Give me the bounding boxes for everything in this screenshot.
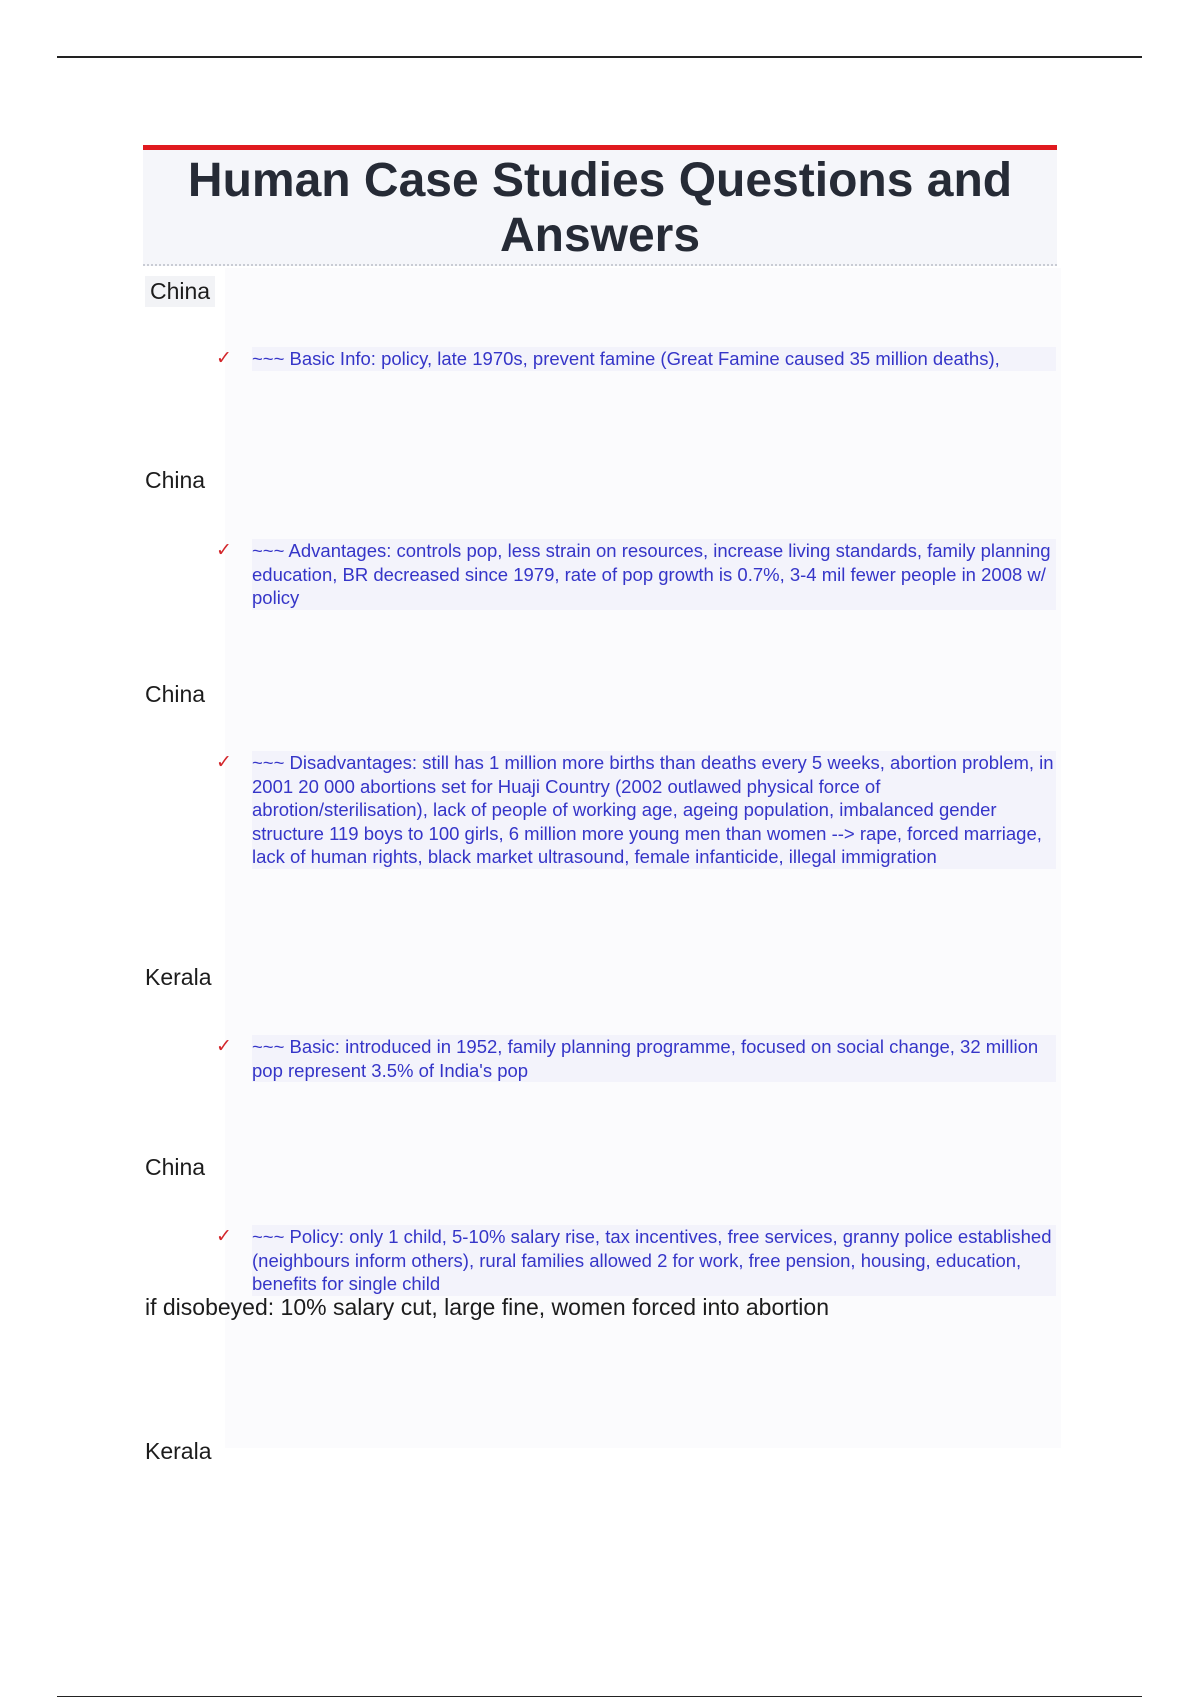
entry-heading: Kerala [145,1438,212,1464]
document-title: Human Case Studies Questions and Answers [187,154,1013,262]
answer-text: ~~~ Policy: only 1 child, 5-10% salary rise, tax incentives, free services, granny police established (neighbours inform others), rural families allowed 2 for work, free pension, housing, education, benefits for single child [252,1225,1056,1296]
checkmark-icon: ✓ [216,539,232,561]
answer-item [216,751,1056,869]
entry-heading: Kerala [145,964,212,990]
answer-continuation-text: if disobeyed: 10% salary cut, large fine, women forced into abortion [145,1294,829,1320]
answer-text: ~~~ Advantages: controls pop, less strain on resources, increase living standards, family planning education, BR decreased since 1979, rate of pop growth is 0.7%, 3-4 mil fewer people in 2008 w/ policy [252,539,1056,610]
answer-text: ~~~ Disadvantages: still has 1 million more births than deaths every 5 weeks, abortion problem, in 2001 20 000 abortions set for Huaji Country (2002 outlawed physical force of abrotion/sterilisation), lack of people of working age, ageing population, imbalanced gender structure 119 boys to 100 girls, 6 million more young men than women --> rape, forced marriage, lack of human rights, black market ultrasound, female infanticide, illegal immigration [252,751,1056,869]
entry-heading: China [145,467,206,493]
top-page-rule [57,56,1142,58]
answer-item [216,347,1056,371]
checkmark-icon: ✓ [216,1035,232,1057]
answer-item [216,1225,1056,1296]
entry-heading: China [145,276,215,307]
checkmark-icon: ✓ [216,1225,232,1247]
checkmark-icon: ✓ [216,751,232,773]
entry-heading: China [145,681,206,707]
answer-text: ~~~ Basic Info: policy, late 1970s, prevent famine (Great Famine caused 35 million deaths), [252,347,1056,371]
answer-item [216,539,1056,610]
answer-item [216,1035,1056,1082]
bottom-page-rule [57,1696,1142,1697]
entry-heading: China [145,1154,206,1180]
checkmark-icon: ✓ [216,347,232,369]
title-banner [143,145,1057,266]
answer-text: ~~~ Basic: introduced in 1952, family planning programme, focused on social change, 32 million pop represent 3.5% of India's pop [252,1035,1056,1082]
